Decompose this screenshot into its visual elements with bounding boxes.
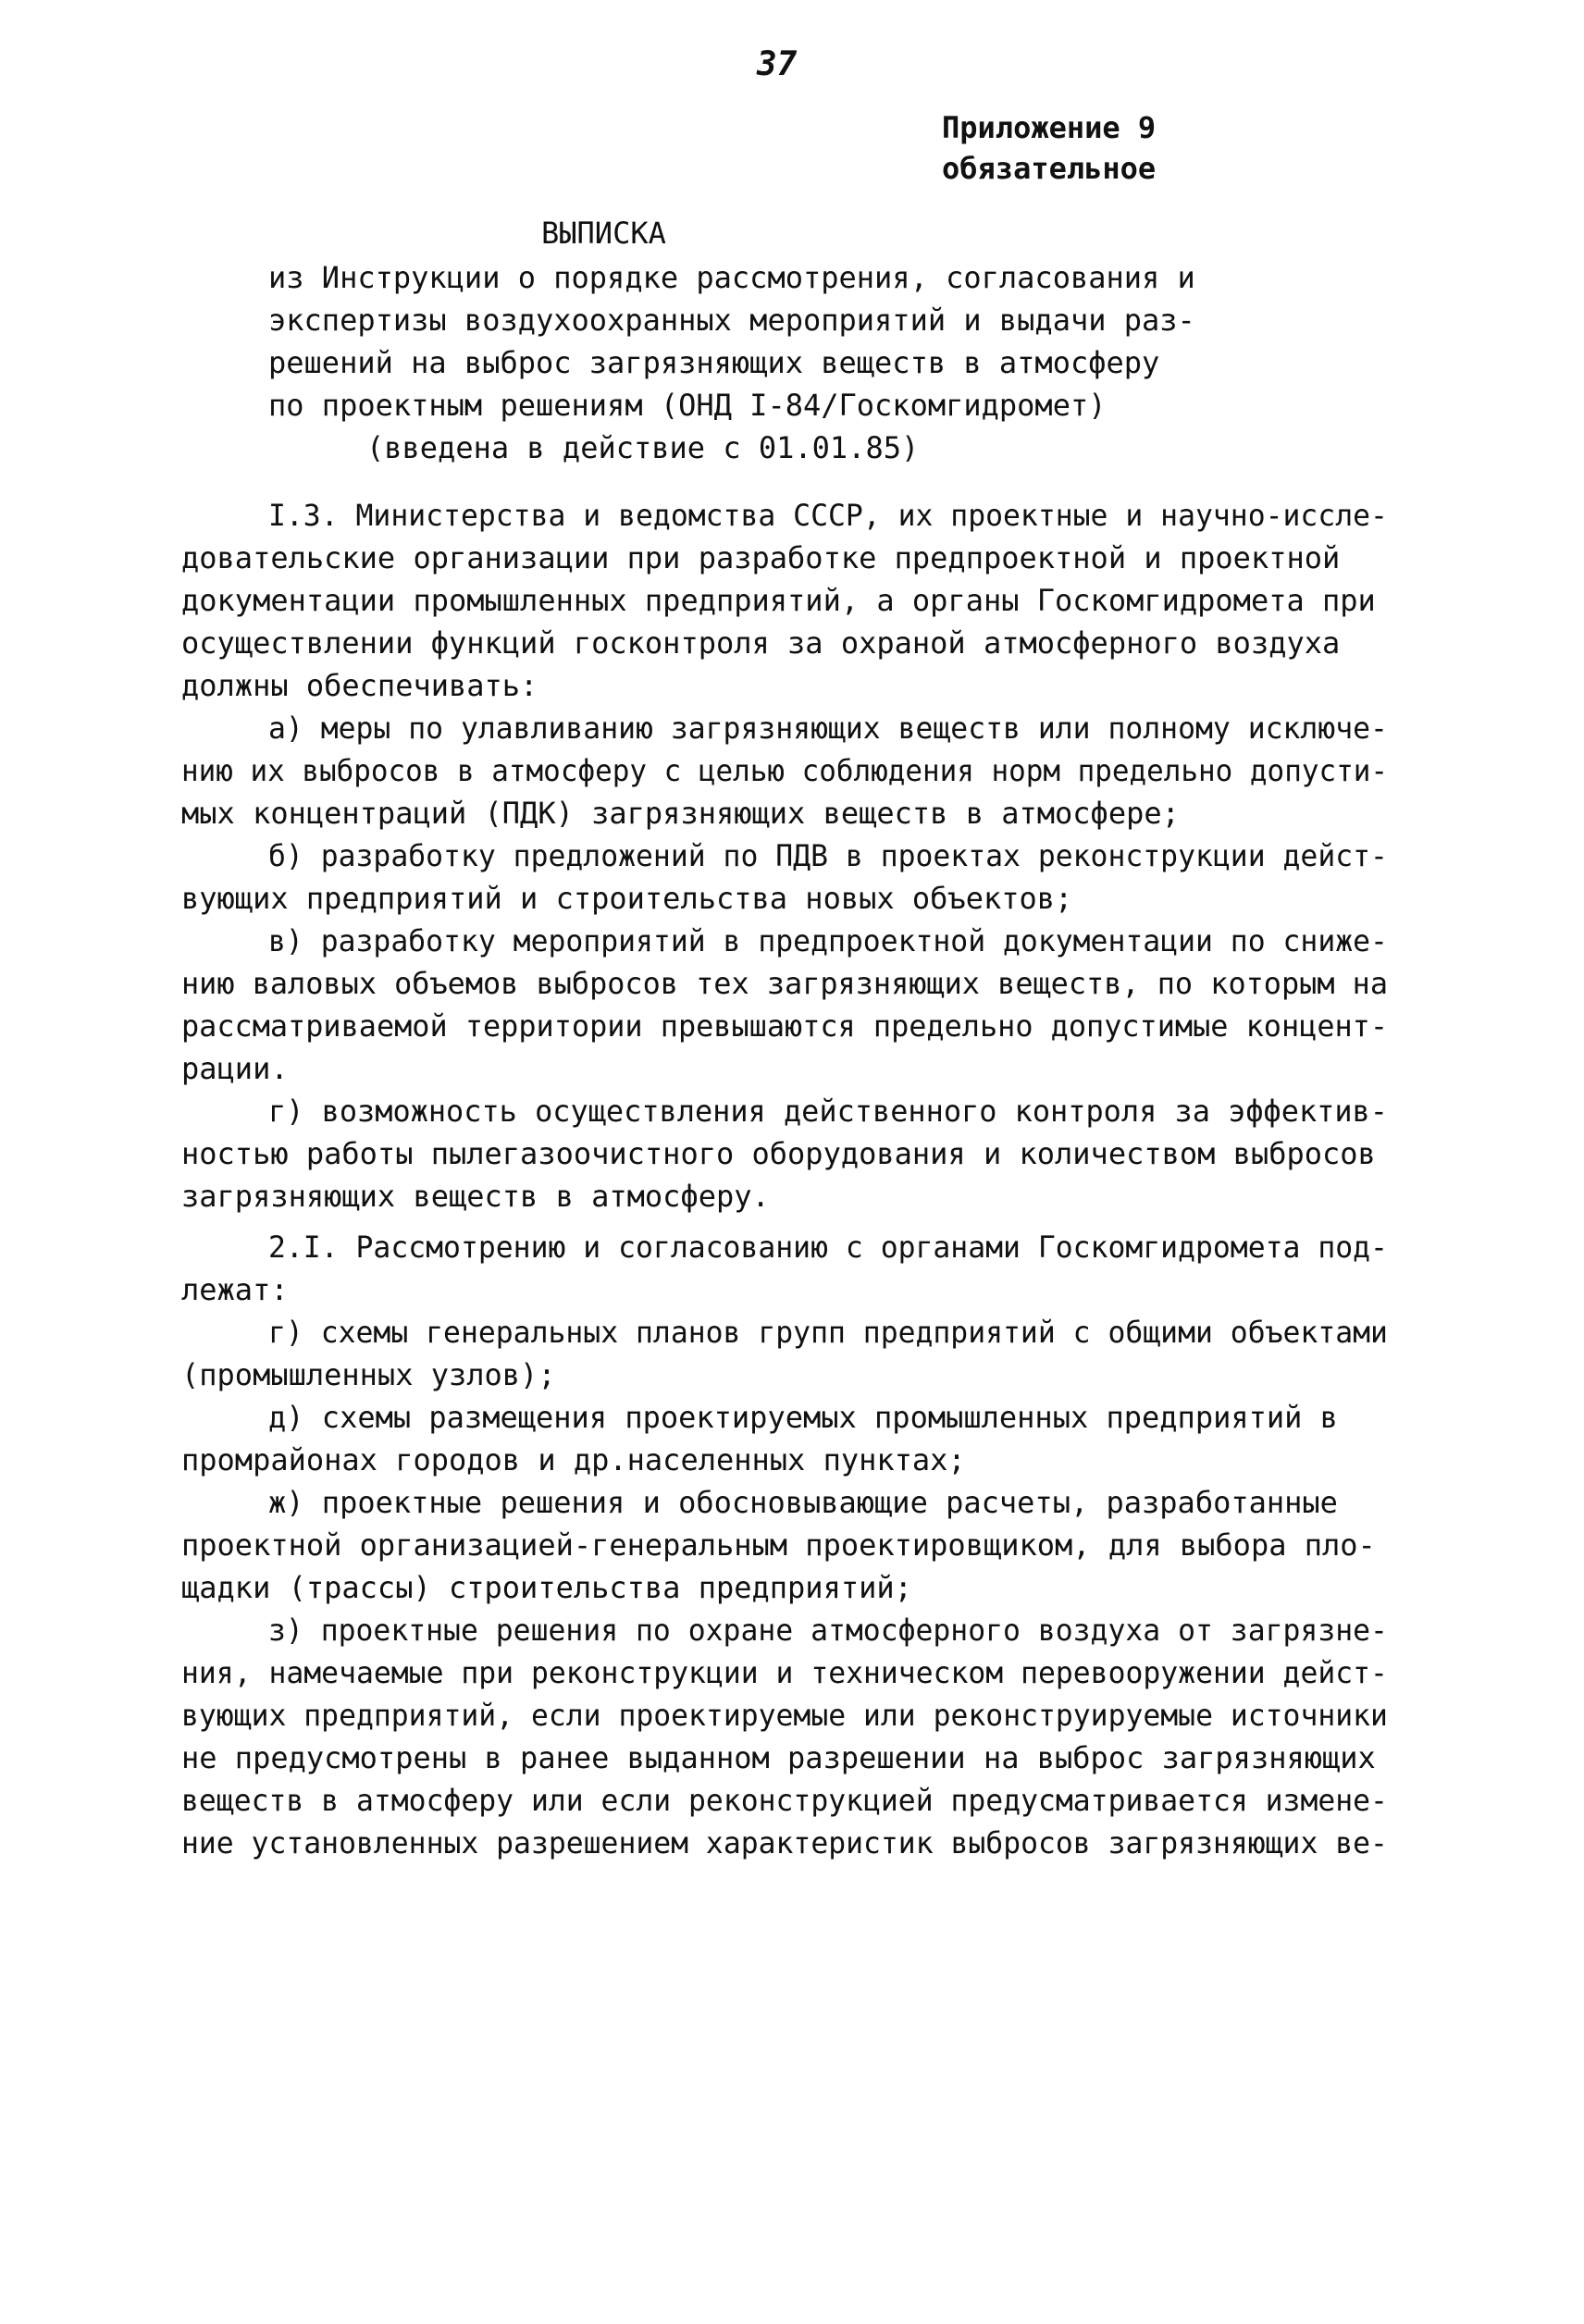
list-item-line: промрайонах городов и др.населенных пунктах; bbox=[181, 1442, 966, 1477]
list-item-line: не предусмотрены в ранее выданном разрешении на выброс загрязняющих bbox=[181, 1740, 1376, 1775]
page-number: 37 bbox=[757, 45, 798, 83]
document-title: ВЫПИСКА bbox=[541, 216, 666, 251]
heading-effective-date: (введена в действие с 01.01.85) bbox=[366, 430, 920, 465]
list-item-line: щадки (трассы) строительства предприятий; bbox=[181, 1570, 912, 1605]
paragraph-line: документации промышленных предприятий, а органы Госкомгидромета при bbox=[181, 583, 1376, 618]
paragraph-line: I.3. Министерства и ведомства СССР, их проектные и научно-иссле- bbox=[268, 498, 1388, 533]
list-item-line: ние установленных разрешением характеристик выбросов загрязняющих ве- bbox=[181, 1825, 1388, 1860]
list-item-line: веществ в атмосферу или если реконструкцией предусматривается измене- bbox=[181, 1783, 1388, 1818]
appendix-status: обязательное bbox=[942, 151, 1157, 186]
heading-line: из Инструкции о порядке рассмотрения, согласования и bbox=[268, 260, 1195, 295]
list-item-line: з) проектные решения по охране атмосферного воздуха от загрязне- bbox=[268, 1613, 1388, 1648]
list-item-line: рассматриваемой территории превышаются предельно допустимые концент- bbox=[181, 1008, 1389, 1044]
paragraph-line: должны обеспечивать: bbox=[181, 668, 538, 703]
paragraph-line: довательские организации при разработке предпроектной и проектной bbox=[181, 540, 1341, 575]
list-item-line: нию валовых объемов выбросов тех загрязняющих веществ, по которым на bbox=[181, 966, 1389, 1001]
list-item-line: загрязняющих веществ в атмосферу. bbox=[181, 1179, 770, 1214]
list-item-line: ностью работы пылегазоочистного оборудования и количеством выбросов bbox=[181, 1136, 1376, 1171]
heading-line: по проектным решениям (ОНД I-84/Госкомгидромет) bbox=[268, 388, 1107, 423]
paragraph-line: осуществлении функций госконтроля за охраной атмосферного воздуха bbox=[181, 625, 1341, 661]
list-item-line: вующих предприятий и строительства новых объектов; bbox=[181, 881, 1073, 916]
list-item-line: г) схемы генеральных планов групп предприятий с общими объектами bbox=[268, 1315, 1388, 1350]
list-item-line: нию их выбросов в атмосферу с целью соблюдения норм предельно допусти- bbox=[181, 753, 1388, 788]
heading-line: экспертизы воздухоохранных мероприятий и выдачи раз- bbox=[268, 303, 1195, 338]
list-item-line: (промышленных узлов); bbox=[181, 1357, 556, 1392]
paragraph-line: 2.I. Рассмотрению и согласованию с органами Госкомгидромета под- bbox=[268, 1230, 1388, 1265]
list-item-line: в) разработку мероприятий в предпроектной документации по сниже- bbox=[268, 923, 1388, 958]
list-item-line: вующих предприятий, если проектируемые или реконструируемые источники bbox=[181, 1698, 1388, 1733]
appendix-number: Приложение 9 bbox=[942, 110, 1157, 145]
list-item-line: а) меры по улавливанию загрязняющих веществ или полному исключе- bbox=[268, 711, 1388, 746]
list-item-line: проектной организацией-генеральным проектировщиком, для выбора пло- bbox=[181, 1527, 1376, 1563]
list-item-line: мых концентраций (ПДК) загрязняющих веществ в атмосфере; bbox=[181, 796, 1180, 831]
list-item-line: б) разработку предложений по ПДВ в проектах реконструкции дейст- bbox=[268, 838, 1388, 873]
paragraph-line: лежат: bbox=[181, 1272, 289, 1307]
list-item-line: ж) проектные решения и обосновывающие расчеты, разработанные bbox=[268, 1485, 1338, 1520]
list-item-line: ния, намечаемые при реконструкции и техническом перевооружении дейст- bbox=[181, 1655, 1388, 1690]
list-item-line: д) схемы размещения проектируемых промышленных предприятий в bbox=[268, 1400, 1338, 1435]
list-item-line: г) возможность осуществления действенного контроля за эффектив- bbox=[268, 1094, 1388, 1129]
heading-line: решений на выброс загрязняющих веществ в атмосферу bbox=[268, 345, 1160, 380]
list-item-line: рации. bbox=[181, 1051, 289, 1086]
